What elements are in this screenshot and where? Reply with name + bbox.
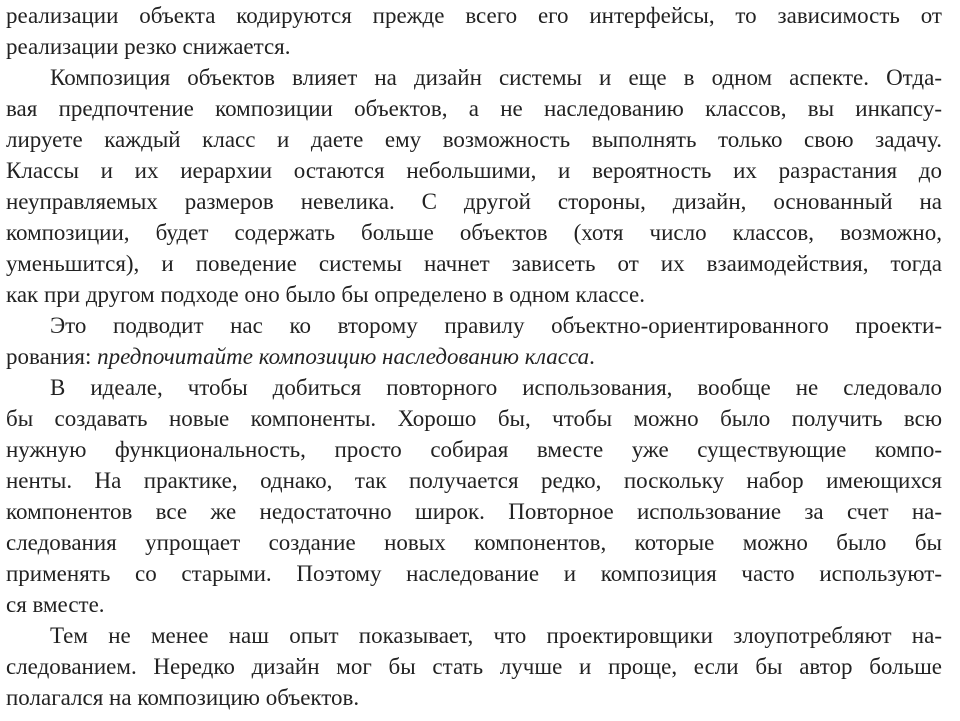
- text-line: нужную функциональность, просто собирая вместе уже существующие компо-: [6, 437, 942, 462]
- text-line: как при другом подходе оно было бы определено в одном классе.: [6, 282, 645, 307]
- text-run: .: [589, 344, 595, 369]
- text-line: Это подводит нас ко второму правилу объектно-ориентированного проекти-: [50, 313, 942, 338]
- text-line: уменьшится), и поведение системы начнет зависеть от их взаимодействия, тогда: [6, 251, 942, 276]
- text-line: ненты. На практике, однако, так получается редко, поскольку набор имеющихся: [6, 468, 942, 493]
- text-line: реализации резко снижается.: [6, 34, 291, 59]
- text-line: Композиция объектов влияет на дизайн системы и еще в одном аспекте. Отда-: [50, 65, 942, 90]
- text-line: вая предпочтение композиции объектов, а не наследованию классов, вы инкапсу-: [6, 96, 942, 121]
- text-line: Классы и их иерархии остаются небольшими, и вероятность их разрастания до: [6, 158, 942, 183]
- text-line: ся вместе.: [6, 592, 105, 617]
- text-line: композиции, будет содержать больше объектов (хотя число классов, возможно,: [6, 220, 942, 245]
- text-line: [6, 341, 595, 373]
- text-line: неуправляемых размеров невелика. С другой стороны, дизайн, основанный на: [6, 189, 942, 214]
- emphasized-rule: предпочитайте композицию наследованию класса: [97, 344, 590, 369]
- text-line: Тем не менее наш опыт показывает, что проектировщики злоупотребляют на-: [50, 623, 942, 648]
- text-line: бы создавать новые компоненты. Хорошо бы, чтобы можно было получить всю: [6, 406, 942, 431]
- text-line: применять со старыми. Поэтому наследование и композиция часто используют-: [6, 561, 942, 586]
- text-line: лируете каждый класс и даете ему возможность выполнять только свою задачу.: [6, 127, 942, 152]
- text-line: следования упрощает создание новых компонентов, которые можно было бы: [6, 530, 942, 555]
- text-line: реализации объекта кодируются прежде всего его интерфейсы, то зависимость от: [6, 3, 942, 28]
- text-line: В идеале, чтобы добиться повторного использования, вообще не следовало: [50, 375, 942, 400]
- text-line: компонентов все же недостаточно широк. Повторное использование за счет на-: [6, 499, 942, 524]
- text-line: полагался на композицию объектов.: [6, 685, 360, 710]
- text-line: следованием. Нередко дизайн мог бы стать лучше и проще, если бы автор больше: [6, 654, 942, 679]
- text-run: рования:: [6, 344, 98, 369]
